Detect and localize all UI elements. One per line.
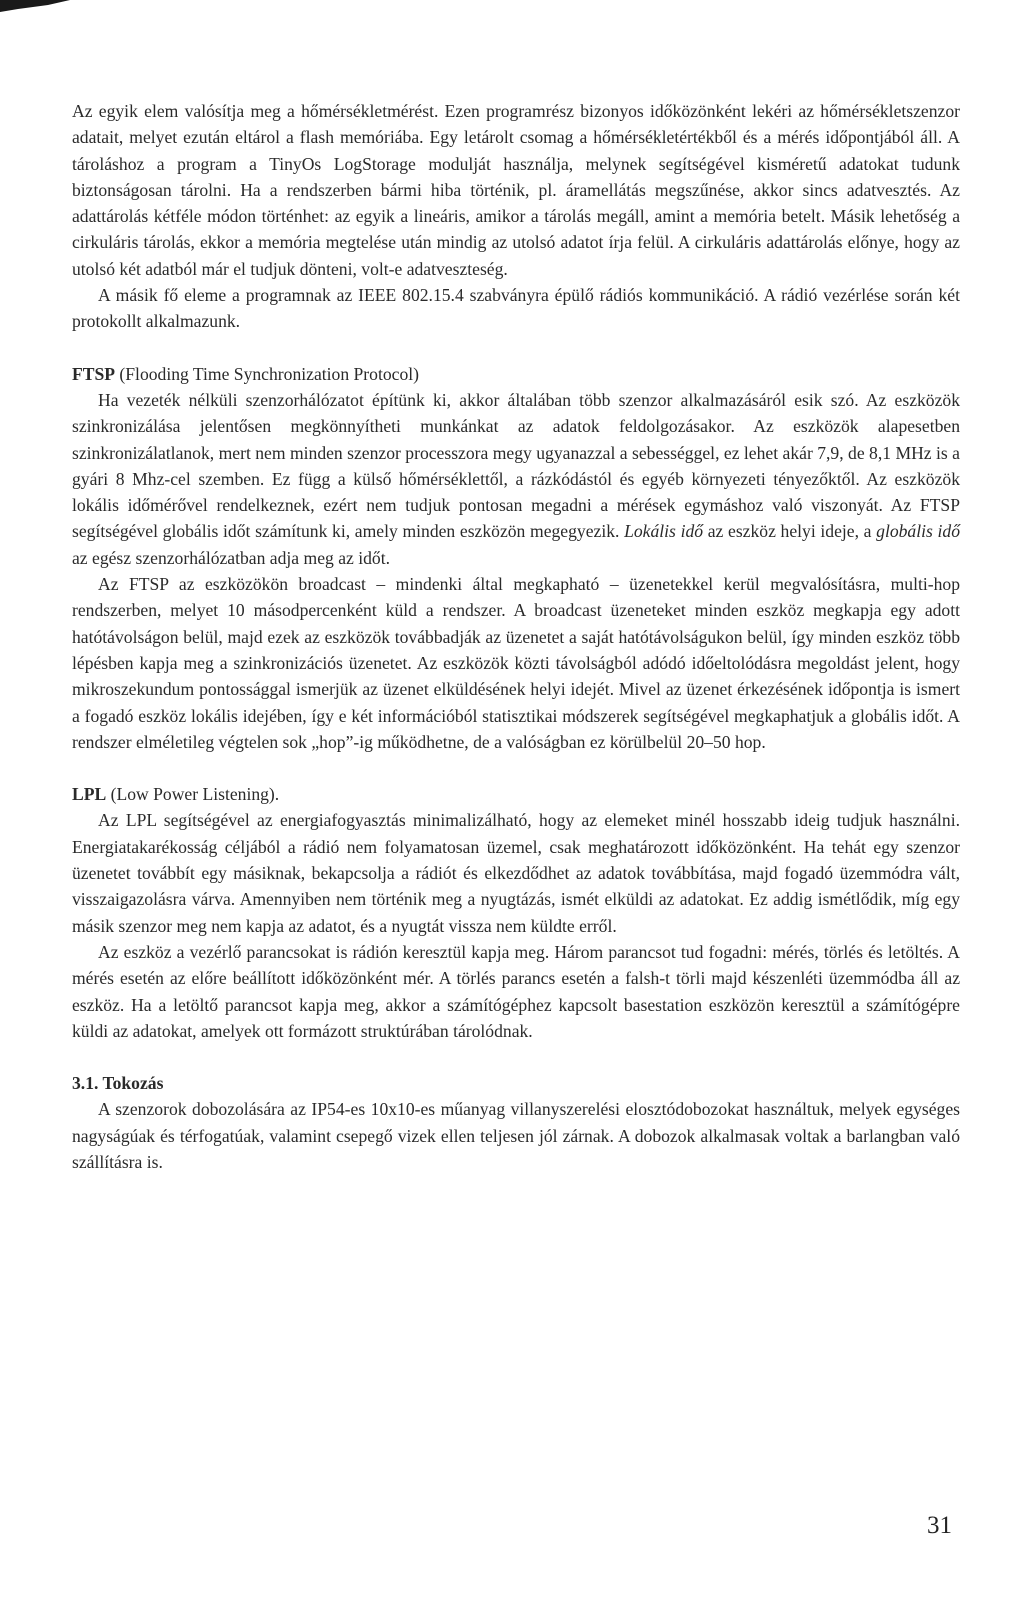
ftsp-p1-text-a: Ha vezeték nélküli szenzorhálózatot építünk ki, akkor általában több szenzor alkalmazásáról esik szó. Az eszközök szinkronizálása jelentősen megkönnyítheti munkánkat az adatok feldolgozásakor. Az eszközök alapesetben szinkronizálatlanok, mert nem minden szenzor processzora megy ugyanazzal a sebességgel, ez lehet akár 7,9, de 8,1 MHz is a gyári 8 Mhz-cel szemben. Ez függ a külső hőmérséklettől, a rázkódástól és egyéb környezeti tényezőktől. Az eszközök lokális időmérővel rendelkeznek, ezért nem tudjuk pontosan megadni a mérések egymáshoz való viszonyát. Az FTSP segítségével globális időt számítunk ki, amely minden eszközön megegyezik. <box>72 389 960 542</box>
lpl-paragraph-2: Az eszköz a vezérlő parancsokat is rádión keresztül kapja meg. Három parancsot tud fogadni: mérés, törlés és letöltés. A mérés esetén az előre beállított időközönként mér. A törlés parancs esetén a falsh-t törli majd készenléti üzemmódba áll az eszköz. Ha a letöltő parancsot kapja meg, akkor a számítógéphez kapcsolt basestation eszközön keresztül a számítógépre küldi az adatokat, amelyek ott formázott struktúrában tárolódnak. <box>72 941 960 1041</box>
lpl-heading <box>72 781 960 807</box>
ftsp-heading-expansion: (Flooding Time Synchronization Protocol) <box>115 363 419 384</box>
lpl-heading-acronym: LPL <box>72 784 107 805</box>
ftsp-p1-text-b: az eszköz helyi ideje, a <box>703 521 877 542</box>
scan-corner-mark <box>0 0 70 14</box>
ftsp-heading <box>72 361 960 387</box>
lpl-heading-expansion: (Low Power Listening). <box>106 784 280 805</box>
lpl-paragraph-1: Az LPL segítségével az energiafogyasztás minimalizálható, hogy az elemeket minél hosszabb ideig tudjuk használni. Energiatakarékosság céljából a rádió nem folyamatosan üzemel, csak meghatározott időközönként. Ha tehát egy szenzor üzenetet továbbít egy másiknak, bekapcsolja a rádiót és elkezdődhet az adatok továbbítása, majd fogadó üzemmódra vált, visszaigazolásra várva. Amennyiben nem történik meg a nyugtázás, ismét elküldi az adatokat. Ez addig ismétlődik, míg egy másik szenzor meg nem kapja az adatot, és a nyugtát vissza nem küldte erről. <box>72 810 960 936</box>
page-number: 31 <box>927 1512 952 1539</box>
page-body <box>72 98 960 1175</box>
ftsp-heading-acronym: FTSP <box>72 363 116 384</box>
ftsp-paragraph-2: Az FTSP az eszközökön broadcast – mindenki által megkapható – üzenetekkel kerül megvalósításra, multi-hop rendszerben, melyet 10 másodpercenként küld a rendszer. A broadcast üzeneteket minden eszköz megkapja egy adott hatótávolságon belül, majd ezek az eszközök továbbadják az üzenetet a saját hatótávolságukon belül, így minden eszköz több lépésben kapja meg a szinkronizációs üzenetet. Az eszközök közti távolságból adódó időeltolódásra megoldást jelent, hogy mikroszekundum pontossággal ismerjük az üzenet elküldésének helyi idejét. Mivel az üzenet érkezésének időpontja is ismert a fogadó eszköz lokális idejében, így e két információból statisztikai módszerek segítségével megkaphatjuk a globális időt. A rendszer elméletileg végtelen sok „hop”-ig működhetne, de a valóságban ez körülbelül 20–50 hop. <box>72 574 960 752</box>
ftsp-paragraph-1 <box>72 387 960 571</box>
intro-paragraph-1: Az egyik elem valósítja meg a hőmérsékletmérést. Ezen programrész bizonyos időközönként lekéri az hőmérsékletszenzor adatait, melyet ezután eltárol a flash memóriába. Egy letárolt csomag a hőmérsékletértékből és a mérés időpontjából áll. A tároláshoz a program a TinyOs LogStorage modulját használja, melynek segítségével kisméretű adatokat tudunk biztonságosan tárolni. Ha a rendszerben bármi hiba történik, pl. áramellátás megszűnése, akkor sincs adatvesztés. Az adattárolás kétféle módon történhet: az egyik a lineáris, amikor a tárolás megáll, amint a memória betelt. Másik lehetőség a cirkuláris tárolás, ekkor a memória megtelése után mindig az utolsó adatot írja felül. A cirkuláris adattárolás előnye, hogy az utolsó két adatból már el tudjuk dönteni, volt-e adatveszteség. <box>72 101 960 279</box>
section-title: 3.1. Tokozás <box>72 1073 164 1094</box>
section-paragraph-1: A szenzorok dobozolására az IP54-es 10x10-es műanyag villanyszerelési elosztódobozokat használtuk, melyek egységes nagyságúak és térfogatúak, valamint csepegő vizek ellen teljesen jól zárnak. A dobozok alkalmasak voltak a barlangban való szállításra is. <box>72 1099 960 1172</box>
ftsp-term-global-time: globális idő <box>876 521 960 542</box>
intro-paragraph-2: A másik fő eleme a programnak az IEEE 802.15.4 szabványra épülő rádiós kommunikáció. A rádió vezérlése során két protokollt alkalmazunk. <box>72 285 960 332</box>
ftsp-p1-text-c: az egész szenzorhálózatban adja meg az időt. <box>72 547 390 568</box>
ftsp-term-local-time: Lokális idő <box>624 521 704 542</box>
